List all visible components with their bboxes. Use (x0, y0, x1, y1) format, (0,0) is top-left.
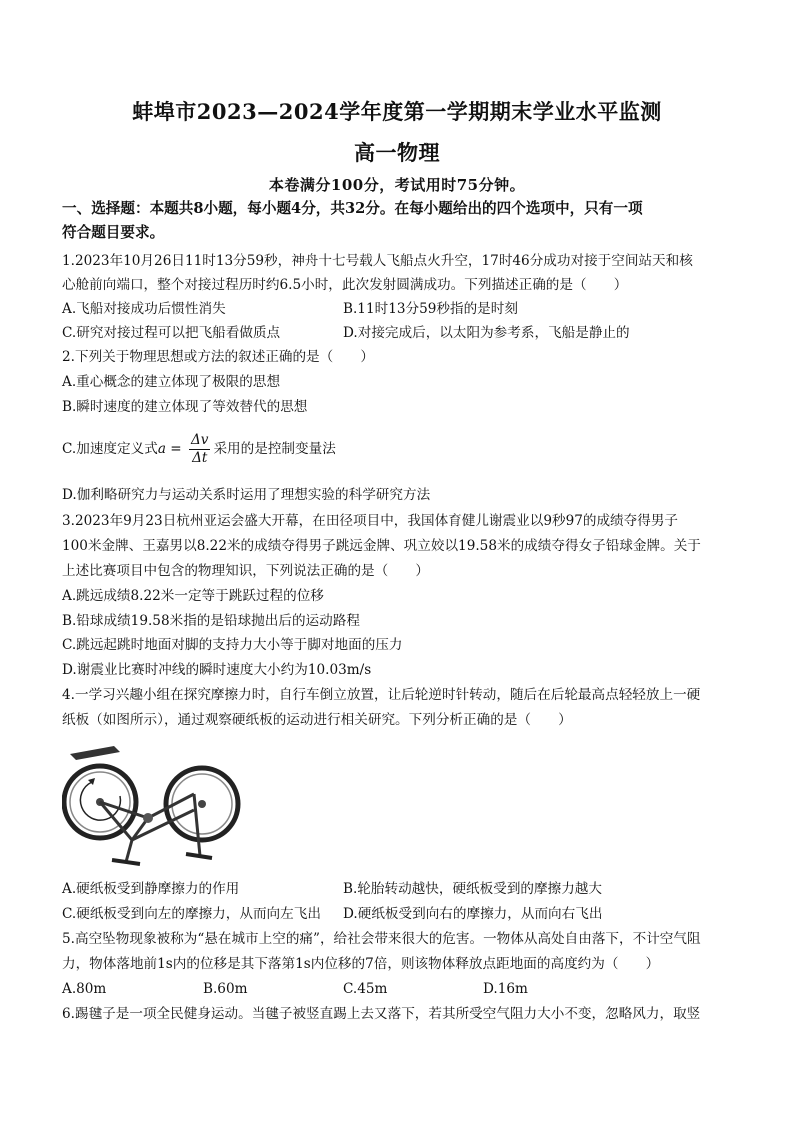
fraction-numerator: Δv (190, 432, 209, 448)
q4-stem-line1: 4.一学习兴趣小组在探究摩擦力时，自行车倒立放置，让后轮逆时针转动，随后在后轮最高点轻轻放上一硬 (62, 687, 701, 703)
section-heading: 一、选择题：本题共8小题，每小题4分，共32分。在每小题给出的四个选项中，只有一项 (62, 200, 643, 217)
section-heading-cont: 符合题目要求。 (62, 224, 165, 241)
equals-sign: = (165, 441, 186, 457)
q2-option-a: A.重心概念的建立体现了极限的思想 (62, 374, 281, 390)
q6-stem-line1: 6.踢毽子是一项全民健身运动。当毽子被竖直踢上去又落下，若其所受空气阻力大小不变，忽略风力，取竖 (62, 1006, 701, 1022)
q5-stem-line1: 5.高空坠物现象被称为“悬在城市上空的痛”，给社会带来很大的危害。一物体从高处自由落下，不计空气阻 (62, 931, 701, 947)
acceleration-symbol: a (157, 441, 166, 457)
q2-option-b: B.瞬时速度的建立体现了等效替代的思想 (62, 399, 308, 415)
q2-stem: 2.下列关于物理思想或方法的叙述正确的是（ ） (62, 349, 375, 365)
q5-option-d: D.16m (483, 981, 528, 997)
acceleration-fraction (189, 432, 211, 467)
q3-option-b: B.铅球成绩19.58米指的是铅球抛出后的运动路程 (62, 613, 360, 629)
q5-stem-line2: 力，物体落地前1s内的位移是其下落第1s内位移的7倍，则该物体释放点距地面的高度约为（ ） (62, 956, 660, 972)
q4-option-a: A.硬纸板受到静摩擦力的作用 (62, 881, 240, 897)
q5-option-b: B.60m (203, 981, 248, 997)
q3-option-a: A.跳远成绩8.22米一定等于跳跃过程的位移 (62, 588, 324, 604)
q1-stem-line2: 心舱前向端口，整个对接过程历时约6.5小时，此次发射圆满成功。下列描述正确的是（ ） (62, 277, 628, 293)
front-hub (198, 800, 206, 808)
q3-option-d: D.谢震业比赛时冲线的瞬时速度大小约为10.03m/s (62, 662, 372, 678)
q2-option-c (62, 430, 752, 468)
q1-option-c: C.研究对接过程可以把飞船看做质点 (62, 325, 281, 341)
cardboard-sheet (70, 746, 120, 760)
crank (143, 813, 153, 823)
q1-option-d: D.对接完成后，以太阳为参考系，飞船是静止的 (343, 325, 630, 341)
upside-down-bicycle-figure (62, 740, 242, 872)
q2-option-c-prefix: C.加速度定义式 (62, 441, 158, 457)
q3-stem-line2: 100米金牌、王嘉男以8.22米的成绩夺得男子跳远金牌、巩立姣以19.58米的成绩夺得女子铅球金牌。关于 (62, 538, 701, 554)
q4-option-b: B.轮胎转动越快，硬纸板受到的摩擦力越大 (343, 881, 602, 897)
q4-stem-line2: 纸板（如图所示），通过观察硬纸板的运动进行相关研究。下列分析正确的是（ ） (62, 712, 572, 728)
q3-option-c: C.跳远起跳时地面对脚的支持力大小等于脚对地面的压力 (62, 637, 403, 653)
seat (112, 860, 140, 864)
exam-title: 蚌埠市2023—2024学年度第一学期期末学业水平监测 (132, 99, 662, 124)
subject-title: 高一物理 (354, 140, 440, 165)
q2-option-c-suffix: 采用的是控制变量法 (213, 441, 336, 457)
q1-option-b: B.11时13分59秒指的是时刻 (343, 301, 518, 317)
q2-option-d: D.伽利略研究力与运动关系时运用了理想实验的科学研究方法 (62, 487, 431, 503)
handlebar (186, 854, 212, 858)
q3-stem-line3: 上述比赛项目中包含的物理知识，下列说法正确的是（ ） (62, 563, 430, 579)
fraction-denominator: Δt (192, 450, 208, 466)
exam-note: 本卷满分100分，考试用时75分钟。 (268, 176, 526, 194)
q4-option-d: D.硬纸板受到向右的摩擦力，从而向右飞出 (343, 906, 603, 922)
q3-stem-line1: 3.2023年9月23日杭州亚运会盛大开幕，在田径项目中，我国体育健儿谢震业以9秒97的成绩夺得男子 (62, 513, 679, 529)
q5-option-a: A.80m (62, 981, 107, 997)
q4-option-c: C.硬纸板受到向左的摩擦力，从而向左飞出 (62, 906, 321, 922)
q5-option-c: C.45m (343, 981, 388, 997)
q1-option-a: A.飞船对接成功后惯性消失 (62, 301, 226, 317)
q1-stem-line1: 1.2023年10月26日11时13分59秒，神舟十七号载人飞船点火升空，17时46分成功对接于空间站天和核 (62, 253, 693, 269)
